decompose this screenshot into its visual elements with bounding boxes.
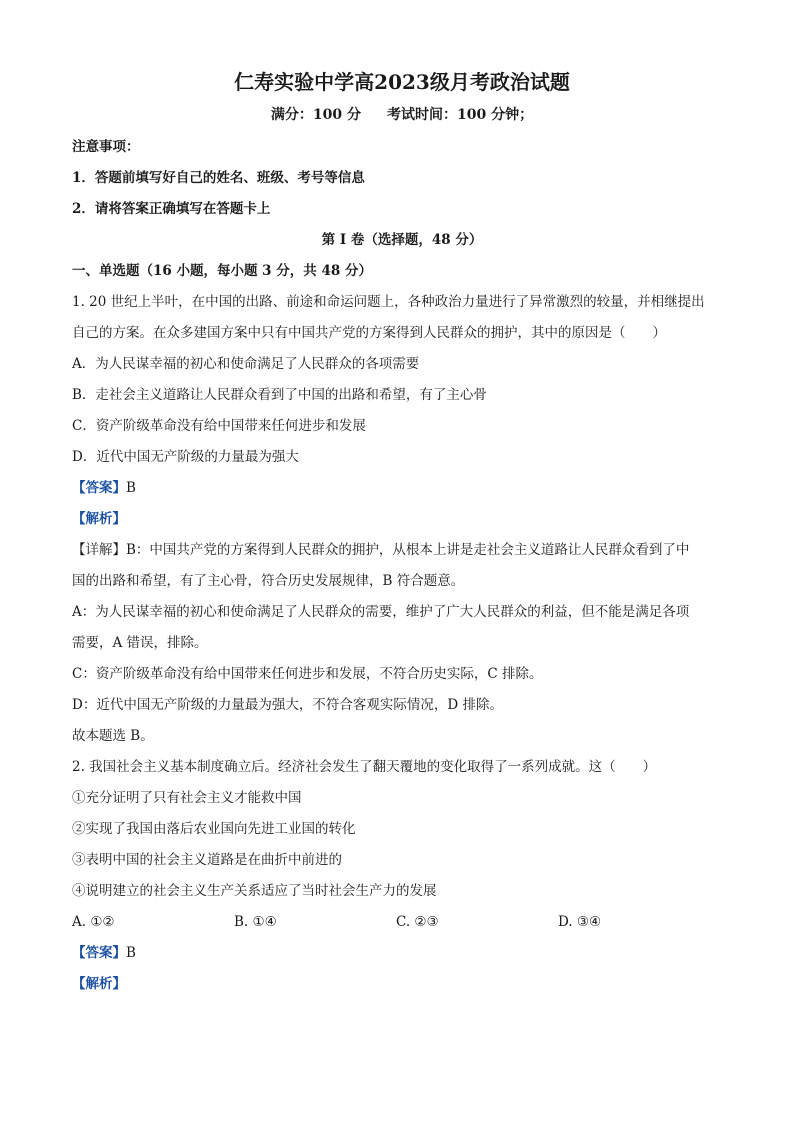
answer-value: B xyxy=(126,945,136,961)
exam-title: 仁寿实验中学高2023级月考政治试题 xyxy=(234,70,570,94)
answer-value: B xyxy=(126,480,136,496)
q2-statement: ①充分证明了只有社会主义才能救中国 xyxy=(72,790,302,806)
q2-statement: ③表明中国的社会主义道路是在曲折中前进的 xyxy=(72,852,342,868)
exam-meta xyxy=(72,98,732,132)
q1-detail-line: 故本题选 B。 xyxy=(72,728,154,744)
section-title: 一、单选题（16 小题，每小题 3 分，共 48 分） xyxy=(72,263,372,279)
q1-detail-line: C：资产阶级革命没有给中国带来任何进步和发展，不符合历史实际，C 排除。 xyxy=(72,666,543,682)
q2-answer xyxy=(72,938,732,969)
note-item: 1．答题前填写好自己的姓名、班级、考号等信息 xyxy=(72,170,365,186)
q2-option-d: D. ③④ xyxy=(558,914,602,930)
exam-time: 考试时间：100 分钟； xyxy=(387,107,534,123)
notes-heading: 注意事项： xyxy=(72,139,140,155)
part-title: 第 I 卷（选择题，48 分） xyxy=(321,232,483,248)
q1-option-a: A．为人民谋幸福的初心和使命满足了人民群众的各项需要 xyxy=(72,356,420,372)
q1-option-c: C．资产阶级革命没有给中国带来任何进步和发展 xyxy=(72,418,366,434)
answer-label: 【答案】 xyxy=(72,945,126,961)
q2-option-a: A. ①② xyxy=(72,914,115,930)
full-score: 满分：100 分 xyxy=(270,107,361,123)
q1-detail-line: 需要，A 错误，排除。 xyxy=(72,635,208,651)
exam-page xyxy=(72,66,732,1000)
analysis-label: 【解析】 xyxy=(72,976,126,992)
q2-options xyxy=(72,907,732,938)
q2-statement: ②实现了我国由落后农业国向先进工业国的转化 xyxy=(72,821,356,837)
q1-detail-line: 国的出路和希望，有了主心骨，符合历史发展规律，B 符合题意。 xyxy=(72,573,465,589)
q1-stem-line: 1. 20 世纪上半叶，在中国的出路、前途和命运问题上，各种政治力量进行了异常激烈的较量，并相继提出 xyxy=(72,294,705,310)
q2-stem: 2. 我国社会主义基本制度确立后。经济社会发生了翻天覆地的变化取得了一系列成就。这（ ） xyxy=(72,759,657,775)
q1-option-b: B．走社会主义道路让人民群众看到了中国的出路和希望，有了主心骨 xyxy=(72,387,487,403)
q2-option-b: B. ①④ xyxy=(234,914,277,930)
q1-detail-line: A：为人民谋幸福的初心和使命满足了人民群众的需要，维护了广大人民群众的利益，但不能是满足各项 xyxy=(72,604,690,620)
q1-detail-line: 【详解】B：中国共产党的方案得到人民群众的拥护，从根本上讲是走社会主义道路让人民群众看到了中 xyxy=(72,542,690,558)
q1-option-d: D．近代中国无产阶级的力量最为强大 xyxy=(72,449,299,465)
q1-analysis xyxy=(72,504,732,535)
answer-label: 【答案】 xyxy=(72,480,126,496)
q2-statement: ④说明建立的社会主义生产关系适应了当时社会生产力的发展 xyxy=(72,883,437,899)
q1-answer xyxy=(72,473,732,504)
q2-option-c: C. ②③ xyxy=(396,914,439,930)
q1-stem-line: 自己的方案。在众多建国方案中只有中国共产党的方案得到人民群众的拥护，其中的原因是（ ） xyxy=(72,325,666,341)
analysis-label: 【解析】 xyxy=(72,511,126,527)
note-item: 2．请将答案正确填写在答题卡上 xyxy=(72,201,271,217)
q2-analysis xyxy=(72,969,732,1000)
q1-detail-line: D：近代中国无产阶级的力量最为强大，不符合客观实际情况，D 排除。 xyxy=(72,697,503,713)
